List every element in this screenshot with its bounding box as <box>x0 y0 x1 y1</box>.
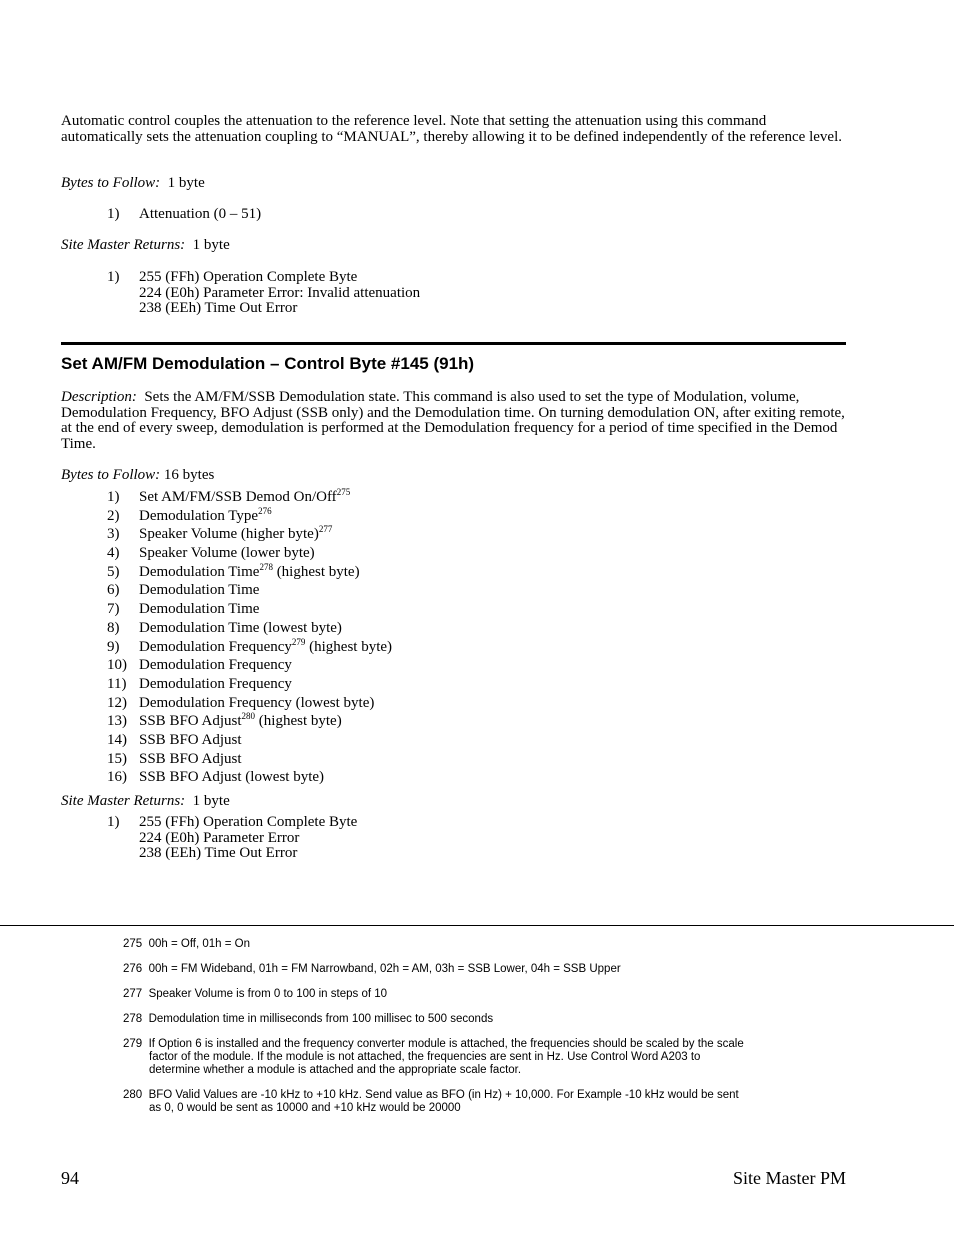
list-item <box>107 621 392 640</box>
list-item <box>107 487 392 509</box>
footnote-text: 00h = FM Wideband, 01h = FM Narrowband, 02h = AM, 03h = SSB Lower, 04h = SSB Upper <box>148 963 621 975</box>
return-line: 224 (E0h) Parameter Error: Invalid attenuation <box>139 284 421 301</box>
list-item-suffix: (highest byte) <box>272 563 360 580</box>
list-item-number: 1) <box>107 206 120 222</box>
list-item-text: SSB BFO Adjust <box>139 731 242 748</box>
list-item-text: Demodulation Frequency <box>139 657 292 674</box>
list-item-text: Speaker Volume (higher byte) <box>139 526 319 543</box>
bytes-to-follow-label: Bytes to Follow: <box>61 175 161 191</box>
list-item-text: Demodulation Type <box>139 507 259 524</box>
list-item-number: 12) <box>107 694 127 711</box>
list-item-number: 11) <box>107 675 127 692</box>
footnote-text: as 0, 0 would be sent as 10000 and +10 kHz would be 20000 <box>149 1102 461 1114</box>
list-item-text: Demodulation Time <box>139 601 260 618</box>
list-item-text: Demodulation Time <box>139 563 260 580</box>
list-item-number: 9) <box>107 638 120 655</box>
footnote-text: 00h = Off, 01h = On <box>148 938 251 950</box>
list-item <box>107 505 392 528</box>
list-item-number: 1) <box>107 489 120 505</box>
return-line: 238 (EEh) Time Out Error <box>139 845 298 861</box>
return-line: 224 (E0h) Parameter Error <box>139 829 300 846</box>
list-item-text: Demodulation Frequency <box>139 638 292 655</box>
footnote <box>123 938 813 951</box>
list-item <box>107 602 392 621</box>
list-item-number: 10) <box>107 657 127 674</box>
list-item-number: 15) <box>107 750 127 767</box>
footnote <box>123 988 813 1001</box>
intro-paragraph: Automatic control couples the attenuation to the reference level. Note that setting the attenuation using this command automatically sets the attenuation coupling to “MANUAL”, thereby allowing it to be defined independently of the reference level. <box>61 113 842 145</box>
list-item-suffix: (highest byte) <box>305 638 393 655</box>
footnote <box>123 1038 813 1077</box>
bytes-to-follow-label: Bytes to Follow: <box>61 467 161 483</box>
list-item-number: 5) <box>107 563 120 580</box>
footer-title: Site Master PM <box>732 1168 846 1188</box>
intro-site-master-returns <box>61 238 851 254</box>
list-item <box>107 583 392 602</box>
list-item-number: 7) <box>107 601 120 618</box>
footnote-number: 276 <box>123 963 143 975</box>
footnote-text: Speaker Volume is from 0 to 100 in steps of 10 <box>148 988 388 1000</box>
list-item-suffix: (highest byte) <box>255 713 342 730</box>
bytes-to-follow-value: 1 byte <box>167 175 205 191</box>
footnote-text: Demodulation time in milliseconds from 100 millisec to 500 seconds <box>148 1013 494 1025</box>
list-item <box>107 658 392 677</box>
list-item-number: 14) <box>107 731 127 748</box>
description-paragraph <box>61 390 851 453</box>
footnote <box>123 963 813 976</box>
footnote-reference: 279 <box>291 636 306 647</box>
list-item-number: 2) <box>107 507 120 524</box>
list-item-text: SSB BFO Adjust <box>139 713 242 730</box>
list-item-number: 3) <box>107 526 120 543</box>
footnote-reference: 275 <box>336 487 351 497</box>
list-item <box>107 733 392 752</box>
list-item-text: Demodulation Time <box>139 582 260 599</box>
list-item <box>107 711 392 733</box>
footnote-text: determine whether a module is attached and the appropriate scale factor. <box>149 1064 522 1076</box>
section-divider <box>61 342 846 345</box>
list-item-text: Set AM/FM/SSB Demod On/Off <box>139 489 337 505</box>
footnote <box>123 1013 813 1026</box>
list-item <box>107 546 392 565</box>
returns-label: Site Master Returns: <box>61 793 186 809</box>
list-item-number: 1) <box>107 814 120 830</box>
footnote-text: factor of the module. If the module is not attached, the frequencies are sent in Hz. Use Control Word A203 to <box>149 1051 701 1063</box>
footnote-reference: 277 <box>318 524 333 535</box>
footnote-number: 277 <box>123 988 143 1000</box>
returns-label: Site Master Returns: <box>61 237 186 253</box>
list-item-number: 13) <box>107 713 127 730</box>
returns-list <box>107 815 357 862</box>
list-item-number: 8) <box>107 619 120 636</box>
intro-bytes-to-follow <box>61 176 851 192</box>
returns-value: 1 byte <box>192 793 230 809</box>
section-heading: Set AM/FM Demodulation – Control Byte #145 (91h) <box>61 354 475 373</box>
list-item-number: 1) <box>107 269 120 285</box>
list-item <box>107 752 392 771</box>
bytes-to-follow-value: 16 bytes <box>163 467 215 483</box>
return-line: 255 (FFh) Operation Complete Byte <box>139 269 358 285</box>
return-line: 238 (EEh) Time Out Error <box>139 300 298 316</box>
footnote <box>123 1089 813 1115</box>
description-label: Description: <box>61 389 137 405</box>
list-item <box>107 207 261 223</box>
footnote-reference: 280 <box>241 711 256 722</box>
returns-value: 1 byte <box>192 237 230 253</box>
section-site-master-returns <box>61 794 851 810</box>
returns-list <box>107 270 420 317</box>
section-bytes-to-follow <box>61 468 851 484</box>
list-item-text: SSB BFO Adjust (lowest byte) <box>139 769 325 786</box>
list-item-text: Demodulation Frequency <box>139 675 292 692</box>
footnote-text: If Option 6 is installed and the frequency converter module is attached, the frequencies should be scaled by the scale <box>148 1038 744 1050</box>
list-item-text: SSB BFO Adjust <box>139 750 242 767</box>
list-item-number: 4) <box>107 545 120 562</box>
list-item <box>107 636 393 659</box>
list-item <box>107 770 392 789</box>
list-item <box>107 524 392 546</box>
footnote-divider <box>0 925 954 926</box>
list-item <box>107 561 392 584</box>
list-item-text: Speaker Volume (lower byte) <box>139 545 315 562</box>
footnote-number: 275 <box>123 938 143 950</box>
footnote-number: 279 <box>123 1038 143 1050</box>
footnote-reference: 278 <box>259 561 273 572</box>
footnotes <box>123 938 813 1127</box>
footnote-number: 280 <box>123 1089 143 1101</box>
list-item-text: Attenuation (0 – 51) <box>139 206 262 222</box>
description-text: Sets the AM/FM/SSB Demodulation state. This command is also used to set the type of Modulation, volume, Demodulation Frequency, BFO Adjust (SSB only) and the Demodulation time. On turning demodulation ON, after exiting remote, at the end of every sweep, demodulation is performed at the Demodulation frequency for a period of time specified in the Demod Time. <box>61 389 845 453</box>
footnote-text: BFO Valid Values are -10 kHz to +10 kHz. Send value as BFO (in Hz) + 10,000. For Example -10 kHz would be sent <box>148 1089 739 1101</box>
list-item-text: Demodulation Time (lowest byte) <box>139 619 342 636</box>
return-line: 255 (FFh) Operation Complete Byte <box>139 814 358 830</box>
byte-list <box>107 487 393 789</box>
list-item-number: 16) <box>107 769 127 786</box>
page-number: 94 <box>61 1168 79 1188</box>
footnote-number: 278 <box>123 1013 143 1025</box>
list-item-number: 6) <box>107 582 120 599</box>
list-item <box>107 677 392 696</box>
list-item-text: Demodulation Frequency (lowest byte) <box>139 694 375 711</box>
footnote-reference: 276 <box>258 505 272 516</box>
